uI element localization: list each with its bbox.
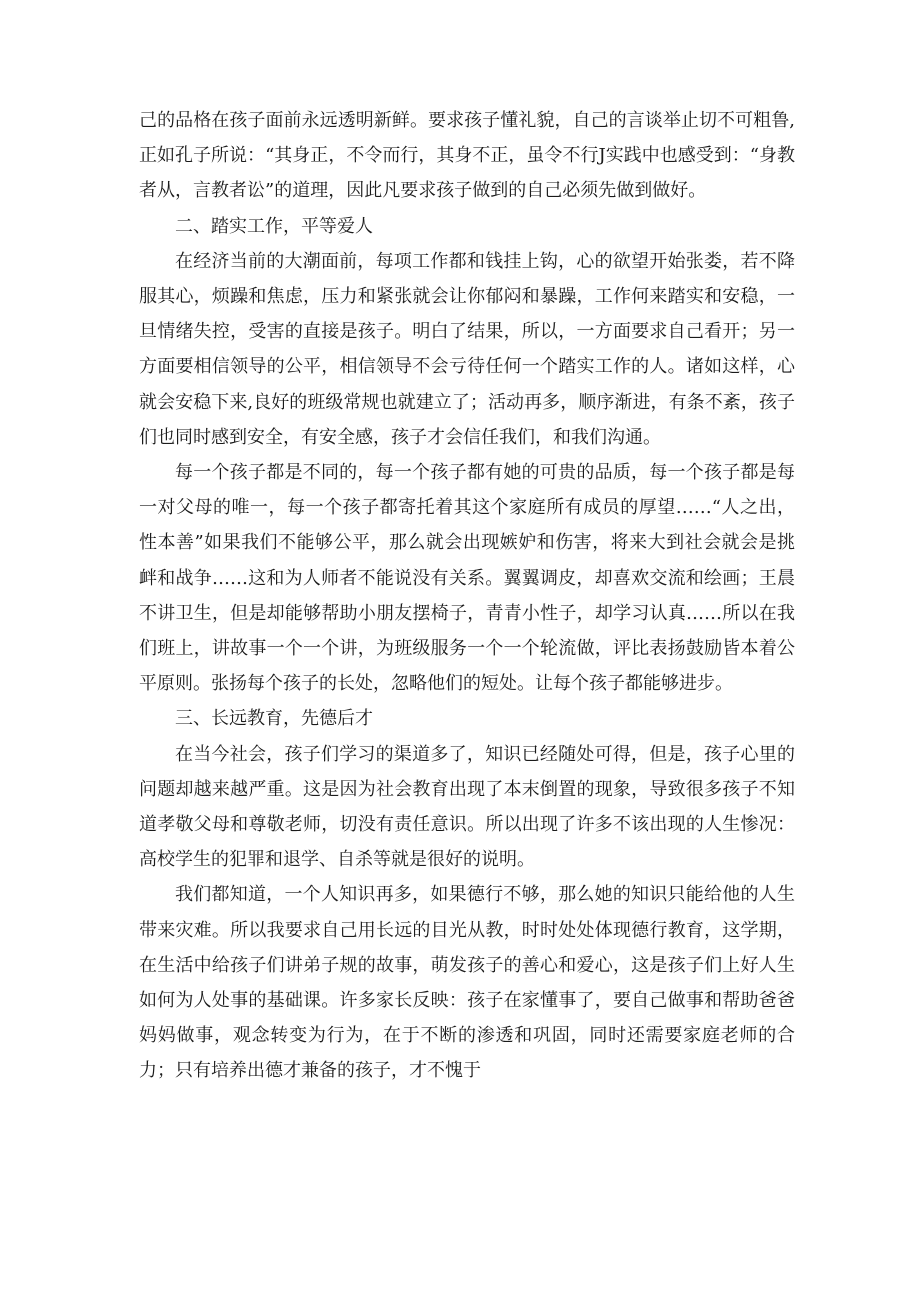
section-heading-three: 三、长远教育，先德后才 [175,708,373,730]
paragraph-fairness: 每一个孩子都是不同的，每一个孩子都有她的可贵的品质，每一个孩子都是每一对父母的唯一，每一个孩子都寄托着其这个家庭所有成员的厚望……“人之出，性本善”如果我们不能够公平，那么就会出现嫉妒和伤害，将来大到社会就会是挑衅和战争……这和为人师者不能说没有关系。翼翼调皮，却喜欢交流和绘画；王晨不讲卫生，但是却能够帮助小朋友摆椅子，青青小性子，却学习认真……所以在我们班上，讲故事一个一个讲，为班级服务一个一个轮流做，评比表扬鼓励皆本着公平原则。张扬每个孩子的长处，忽略他们的短处。让每个孩子都能够进步。 [139,462,795,695]
section-heading-two: 二、踏实工作，平等爱人 [175,215,373,237]
document-page [139,103,795,1089]
paragraph-moral-education: 我们都知道，一个人知识再多，如果德行不够，那么她的知识只能给他的人生带来灾难。所以我要求自己用长远的目光从教，时时处处体现德行教育，这学期，在生活中给孩子们讲弟子规的故事，萌发孩子的善心和爱心，这是孩子们上好人生如何为人处事的基础课。许多家长反映：孩子在家懂事了，要自己做事和帮助爸爸妈妈做事，观念转变为行为，在于不断的渗透和巩固，同时还需要家庭老师的合力；只有培养出德才兼备的孩子，才不愧于 [139,884,795,1082]
paragraph-work-attitude: 在经济当前的大潮面前，每项工作都和钱挂上钩，心的欲望开始张娄，若不降服其心，烦躁和焦虑，压力和紧张就会让你郁闷和暴躁，工作何来踏实和安稳，一旦情绪失控，受害的直接是孩子。明白了结果，所以，一方面要求自己看开；另一方面要相信领导的公平，相信领导不会亏待任何一个踏实工作的人。诸如这样，心就会安稳下来,良好的班级常规也就建立了；活动再多，顺序渐进，有条不紊，孩子们也同时感到安全，有安全感，孩子才会信任我们，和我们沟通。 [139,250,795,448]
paragraph-continuation: 己的品格在孩子面前永远透明新鲜。要求孩子懂礼貌，自己的言谈举止切不可粗鲁,正如孔子所说：“其身正，不令而行，其身不正，虽令不行J实践中也感受到：“身教者从，言教者讼”的道理，因此凡要求孩子做到的自己必须先做到做好。 [139,110,795,202]
paragraph-society: 在当今社会，孩子们学习的渠道多了，知识已经随处可得，但是，孩子心里的问题却越来越严重。这是因为社会教育出现了本末倒置的现象，导致很多孩子不知道孝敬父母和尊敬老师，切没有责任意识。所以出现了许多不该出现的人生惨况：高校学生的犯罪和退学、自杀等就是很好的说明。 [139,743,795,871]
